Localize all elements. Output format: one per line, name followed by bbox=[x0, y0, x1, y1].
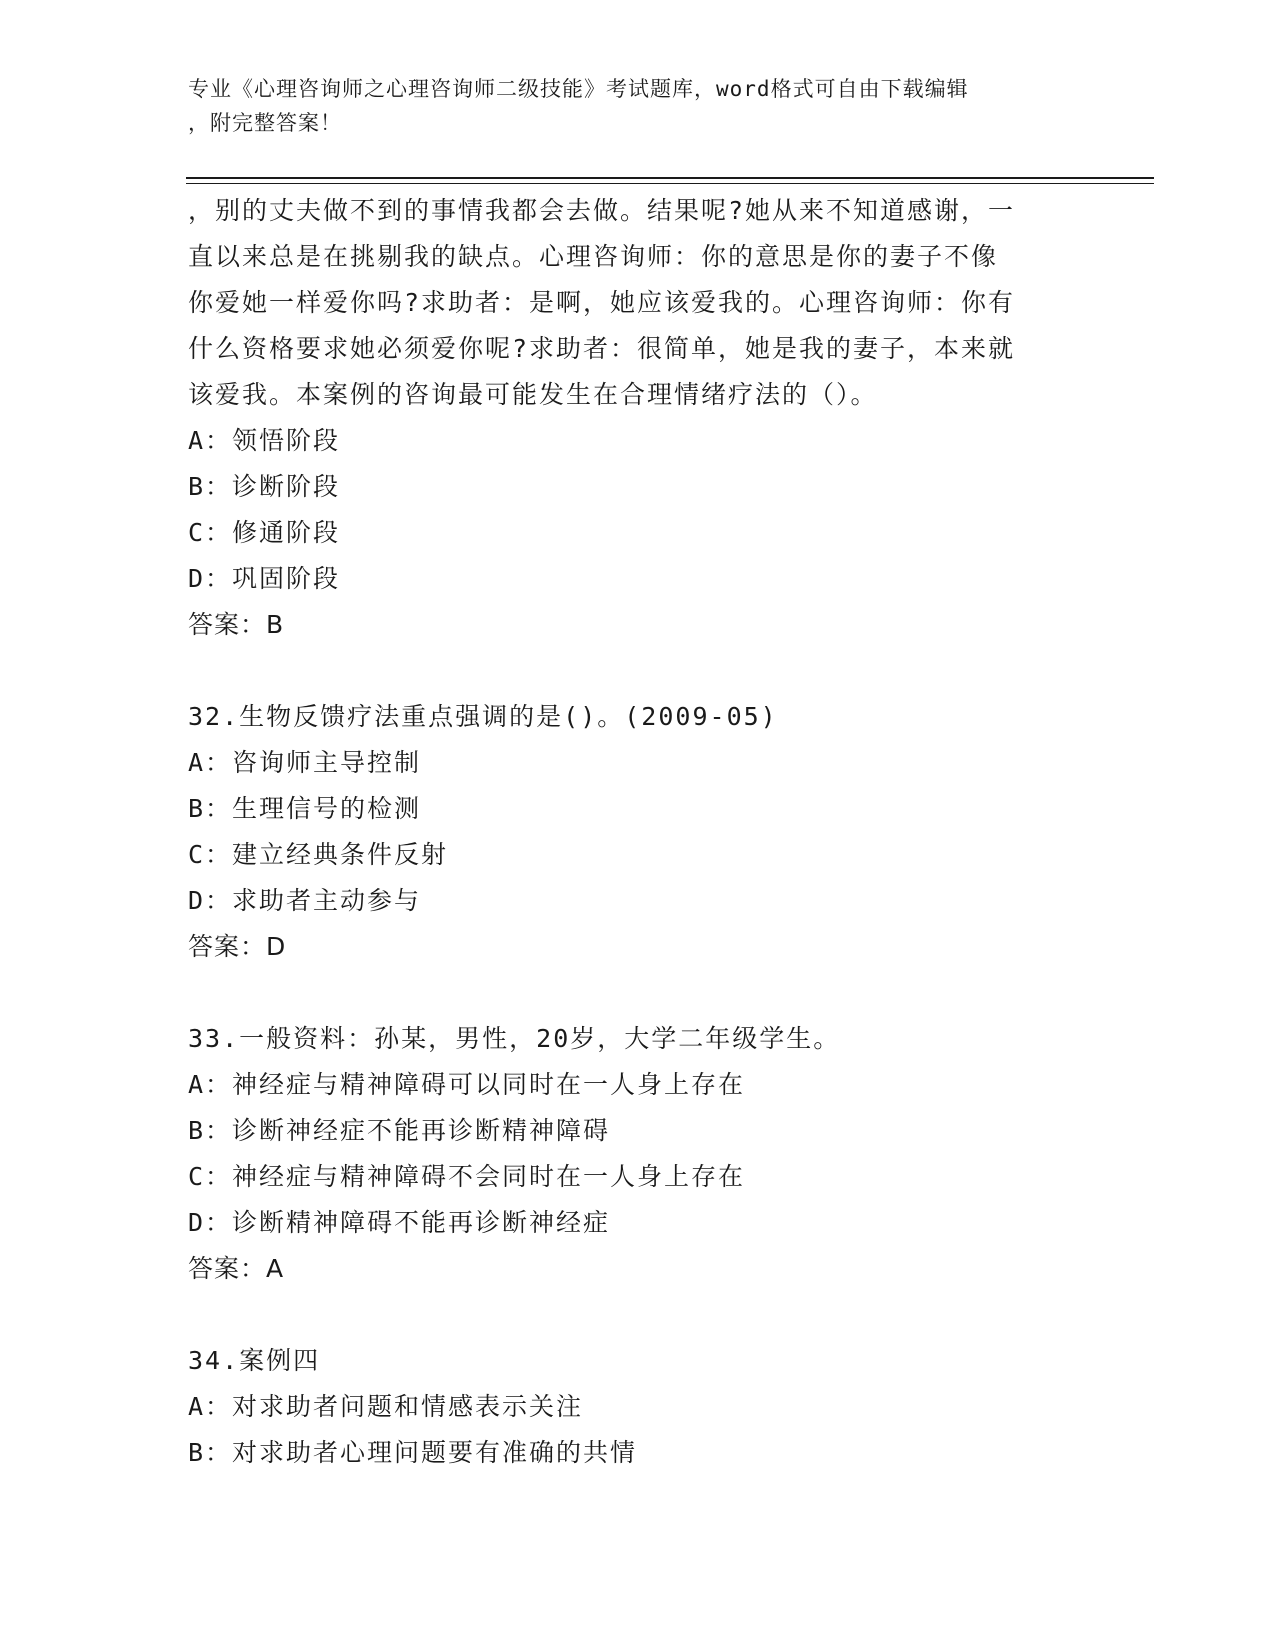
answer-line: 答案：B bbox=[188, 610, 285, 639]
question-stem: 33.一般资料：孙某，男性，20岁，大学二年级学生。 bbox=[188, 1024, 841, 1053]
question-stem-line: 什么资格要求她必须爱你呢?求助者：很简单，她是我的妻子，本来就 bbox=[188, 334, 1016, 363]
question-content bbox=[188, 188, 1088, 1476]
answer-line: 答案：D bbox=[188, 932, 287, 961]
question-31 bbox=[188, 188, 1088, 648]
question-stem-line: 你爱她一样爱你吗?求助者：是啊，她应该爱我的。心理咨询师：你有 bbox=[188, 288, 1016, 317]
option-b: B：对求助者心理问题要有准确的共情 bbox=[188, 1438, 638, 1467]
question-stem: 34.案例四 bbox=[188, 1346, 321, 1375]
option-b: B：诊断阶段 bbox=[188, 472, 341, 501]
question-32 bbox=[188, 694, 1088, 970]
option-c: C：修通阶段 bbox=[188, 518, 341, 547]
option-a: A：咨询师主导控制 bbox=[188, 748, 422, 777]
option-d: D：巩固阶段 bbox=[188, 564, 341, 593]
question-stem: 32.生物反馈疗法重点强调的是()。(2009-05) bbox=[188, 702, 778, 731]
question-34 bbox=[188, 1338, 1088, 1476]
spacer bbox=[188, 970, 1088, 1016]
question-33 bbox=[188, 1016, 1088, 1292]
option-a: A：对求助者问题和情感表示关注 bbox=[188, 1392, 584, 1421]
question-stem-line: 直以来总是在挑剔我的缺点。心理咨询师：你的意思是你的妻子不像 bbox=[188, 242, 999, 271]
option-d: D：诊断精神障碍不能再诊断神经症 bbox=[188, 1208, 611, 1237]
option-b: B：诊断神经症不能再诊断精神障碍 bbox=[188, 1116, 611, 1145]
header-line-1: 专业《心理咨询师之心理咨询师二级技能》考试题库，word格式可自由下载编辑 bbox=[188, 77, 969, 101]
spacer bbox=[188, 1292, 1088, 1338]
question-stem-line: 该爱我。本案例的咨询最可能发生在合理情绪疗法的（）。 bbox=[188, 380, 878, 409]
option-a: A：领悟阶段 bbox=[188, 426, 341, 455]
header-line-2: ，附完整答案！ bbox=[188, 111, 342, 135]
question-stem-line: ，别的丈夫做不到的事情我都会去做。结果呢?她从来不知道感谢，一 bbox=[188, 196, 1016, 225]
option-b: B：生理信号的检测 bbox=[188, 794, 422, 823]
document-header bbox=[188, 72, 1068, 140]
option-a: A：神经症与精神障碍可以同时在一人身上存在 bbox=[188, 1070, 746, 1099]
answer-line: 答案：A bbox=[188, 1254, 285, 1283]
option-d: D：求助者主动参与 bbox=[188, 886, 422, 915]
header-rule-thin bbox=[186, 183, 1154, 184]
option-c: C：建立经典条件反射 bbox=[188, 840, 449, 869]
header-rule-thick bbox=[186, 177, 1154, 179]
option-c: C：神经症与精神障碍不会同时在一人身上存在 bbox=[188, 1162, 746, 1191]
spacer bbox=[188, 648, 1088, 694]
